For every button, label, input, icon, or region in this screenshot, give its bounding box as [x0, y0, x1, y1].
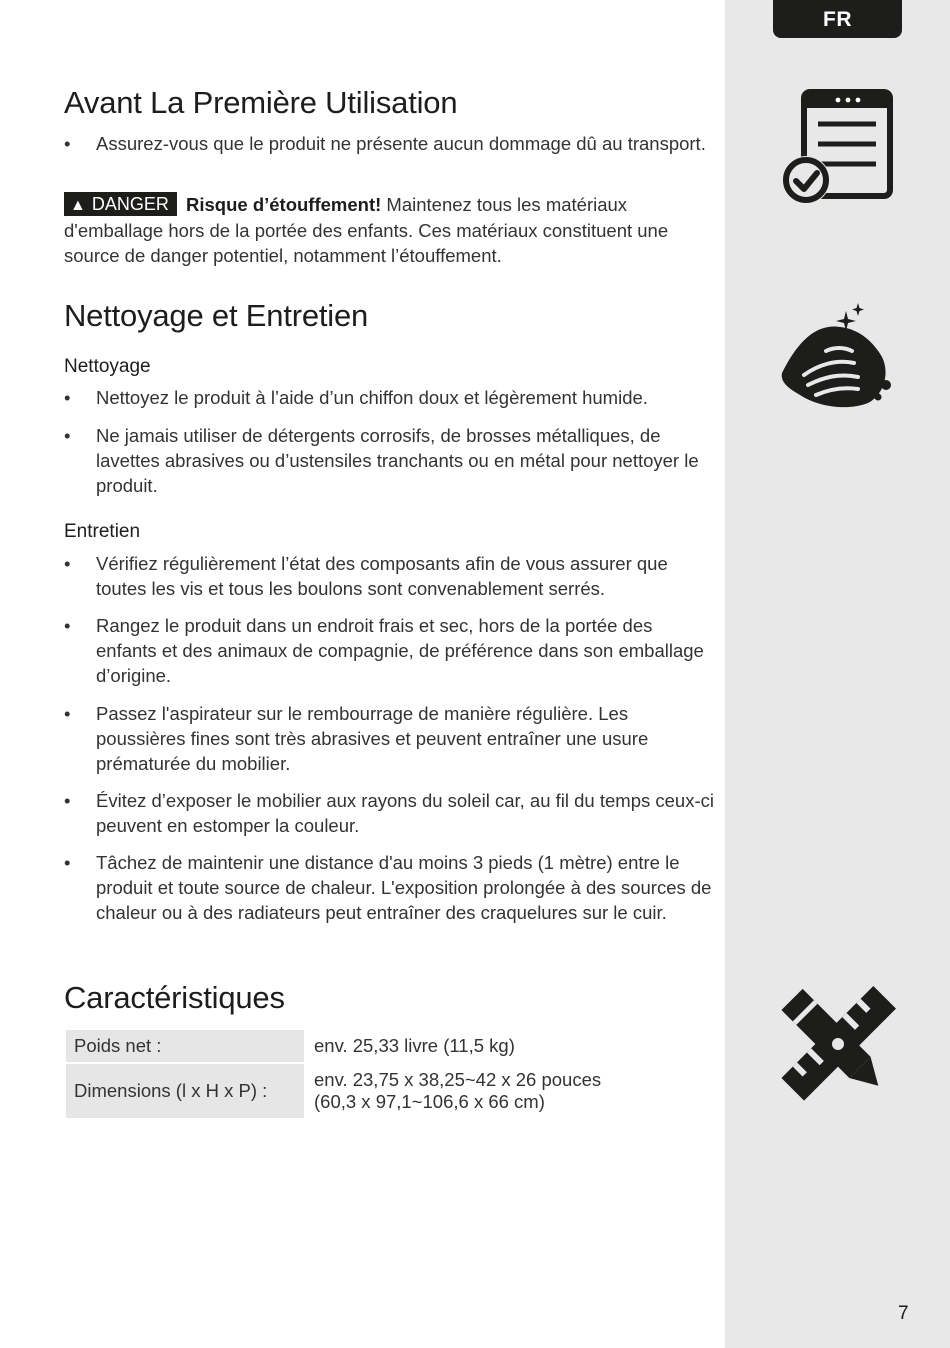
section-title-before-first-use: Avant La Première Utilisation	[64, 85, 458, 120]
table-cell-label: Dimensions (l x H x P) :	[66, 1064, 304, 1118]
danger-text: Maintenez tous les matériaux d'emballage hors de la portée des enfants. Ces matériaux constituent une source de danger potentiel, notamment l’étouffement.	[64, 194, 669, 266]
table-cell-value: env. 25,33 livre (11,5 kg)	[314, 1035, 515, 1056]
subsection-title-maintenance: Entretien	[64, 521, 141, 542]
bullet-dot: •	[64, 387, 71, 408]
section-title-cleaning-maintenance: Nettoyage et Entretien	[64, 298, 369, 333]
specifications-table	[64, 1028, 644, 1120]
cleaning-hand-icon	[778, 303, 900, 411]
section-title-specifications: Caractéristiques	[64, 980, 285, 1015]
table-row	[66, 1030, 642, 1062]
bullet-dot: •	[64, 852, 71, 873]
bullet-dot: •	[64, 790, 71, 811]
table-row	[66, 1064, 642, 1118]
bullet-dot: •	[64, 425, 71, 446]
danger-warning	[64, 192, 704, 269]
language-tab: FR	[773, 0, 902, 38]
danger-badge: ▲ DANGER	[64, 192, 177, 216]
danger-headline: Risque d’étouffement!	[186, 194, 382, 215]
bullet-dot: •	[64, 553, 71, 574]
subsection-title-cleaning: Nettoyage	[64, 356, 151, 377]
checklist-icon	[782, 88, 894, 208]
table-cell-value: env. 23,75 x 38,25~42 x 26 pouces (60,3 x 97,1~106,6 x 66 cm)	[314, 1069, 602, 1112]
bullet-dot: •	[64, 615, 71, 636]
table-cell-label: Poids net :	[66, 1030, 304, 1062]
bullet-dot: •	[64, 133, 71, 154]
ruler-pencil-icon	[778, 986, 898, 1102]
warning-triangle-icon: ▲	[70, 197, 86, 214]
page-number: 7	[898, 1303, 909, 1324]
bullet-dot: •	[64, 703, 71, 724]
